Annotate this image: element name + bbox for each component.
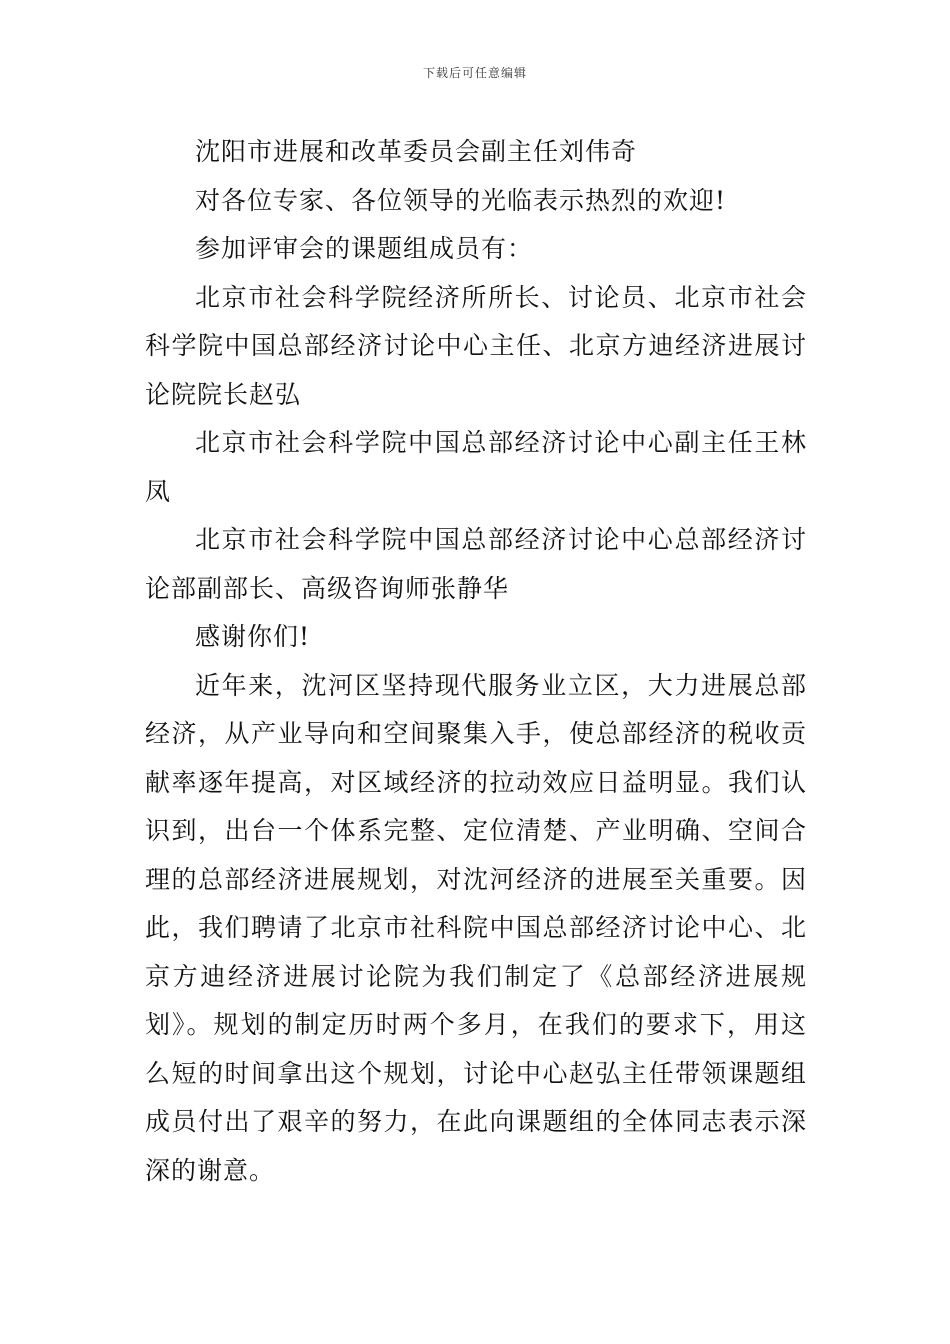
paragraph-7: 感谢你们! (195, 622, 311, 651)
paragraph-1: 沈阳市进展和改革委员会副主任刘伟奇 (195, 137, 638, 166)
paragraph-5: 北京市社会科学院中国总部经济讨论中心副主任王林凤 (145, 428, 807, 506)
paragraph-2: 对各位专家、各位领导的光临表示热烈的欢迎! (195, 185, 727, 215)
paragraph-3: 参加评审会的课题组成员有： (195, 234, 534, 263)
paragraph-8: 近年来，沈河区坚持现代服务业立区，大力进展总部经济，从产业导向和空间聚集入手，使总部经济的税收贡献率逐年提高，对区域经济的拉动效应日益明显。我们认识到，出台一个体系完整、定位清楚、产业明确、空间合理的总部经济进展规划，对沈河经济的进展至关重要。因此，我们聘请了北京市社科院中国总部经济讨论中心、北京方迪经济进展讨论院为我们制定了《总部经济进展规划》。规划的制定历时两个多月，在我们的要求下，用这么短的时间拿出这个规划，讨论中心赵弘主任带领课题组成员付出了艰辛的努力，在此向课题组的全体同志表示深深的谢意。 (145, 670, 807, 1185)
document-body (145, 128, 807, 1195)
paragraph-6: 北京市社会科学院中国总部经济讨论中心总部经济讨论部副部长、高级咨询师张静华 (145, 525, 807, 603)
paragraph-4: 北京市社会科学院经济所所长、讨论员、北京市社会科学院中国总部经济讨论中心主任、北京方迪经济进展讨论院院长赵弘 (145, 282, 807, 409)
header-note: 下载后可任意编辑 (422, 66, 527, 80)
